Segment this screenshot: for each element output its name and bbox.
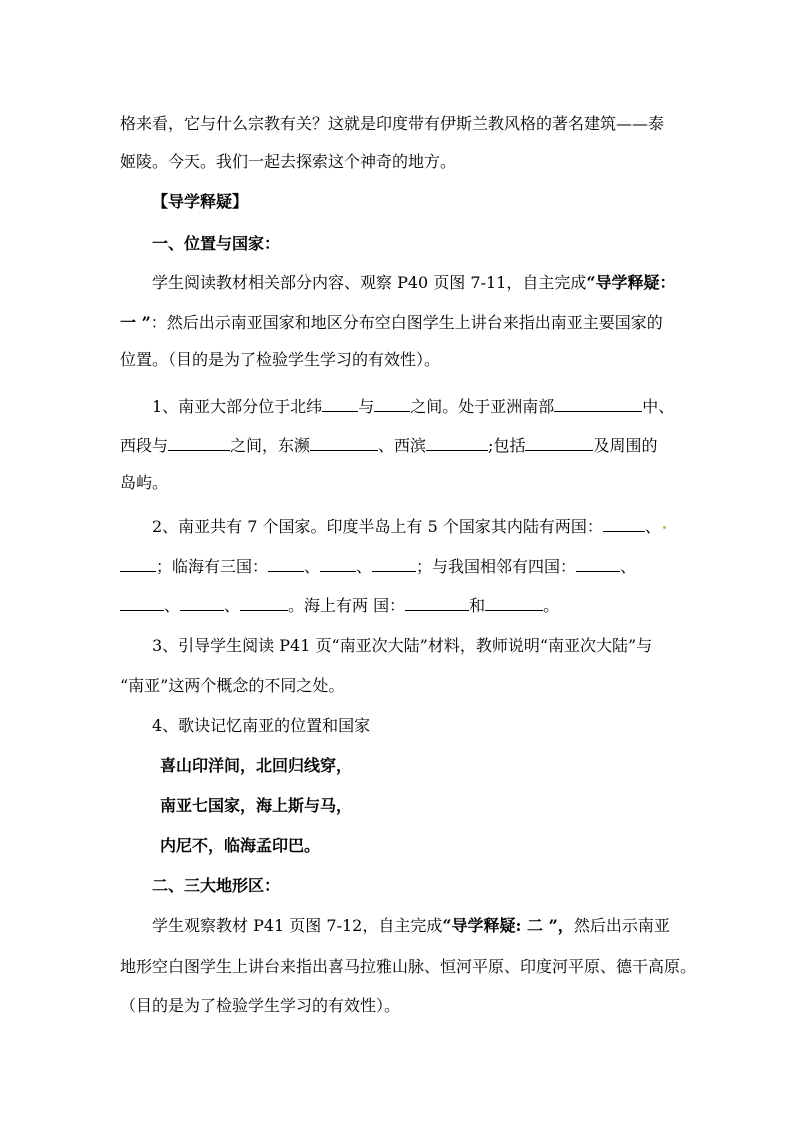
bold-text: “导学释疑: 二 ”， (442, 916, 574, 935)
blank (485, 594, 543, 611)
blank (603, 515, 645, 532)
text: 、 (356, 557, 373, 576)
question-4-line (152, 716, 712, 736)
heading-text: 二、三大地形区： (152, 876, 281, 895)
text: 位置。（目的是为了检验学生学习的有效性）。 (120, 350, 441, 369)
blank (240, 594, 288, 611)
blank (320, 555, 356, 572)
text: 中、 (642, 397, 675, 416)
text: 4、歌诀记忆南亚的位置和国家 (152, 716, 371, 735)
text: “南亚”这两个概念的不同之处。 (120, 676, 345, 695)
blank (120, 594, 164, 611)
text: 2、南亚共有 7 个国家。印度半岛上有 5 个国家其内陆有两国： (152, 517, 603, 536)
paragraph-line (152, 916, 712, 936)
text: ；临海有三国： (156, 557, 269, 576)
question-1-line (152, 395, 712, 417)
paragraph-line (120, 996, 680, 1016)
blank (180, 594, 224, 611)
blank (576, 555, 620, 572)
heading-text: 一、位置与国家： (152, 234, 281, 253)
text: ：然后出示南亚国家和地区分布空白图学生上讲台来指出南亚主要国家的 (150, 313, 663, 332)
text: 、 (304, 557, 321, 576)
text: 及周围的 (593, 436, 658, 455)
text: 3、引导学生阅读 P41 页“南亚次大陆”材料，教师说明“南亚次大陆”与 (152, 636, 653, 655)
question-1-line (120, 473, 680, 493)
text: ;包括 (488, 436, 526, 455)
text: 、西滨 (378, 436, 427, 455)
text: 、 (620, 557, 637, 576)
blank (120, 555, 156, 572)
paragraph-line (120, 313, 680, 333)
text: 。 (543, 596, 560, 615)
blank (405, 594, 469, 611)
paragraph-line (152, 273, 712, 293)
text: 和 (469, 596, 486, 615)
text: 岛屿。 (120, 473, 169, 492)
text: 姬陵。今天。我们一起去探索这个神奇的地方。 (120, 152, 457, 171)
bold-text: 一 ” (120, 313, 151, 332)
blank (322, 395, 358, 412)
paragraph-line (120, 114, 680, 134)
blank (554, 395, 642, 412)
blank (372, 555, 416, 572)
blank (268, 555, 304, 572)
text: ；与我国相邻有四国： (416, 557, 577, 576)
question-2-line (120, 555, 680, 577)
text: 。海上有两 国： (288, 596, 406, 615)
section-heading-one (152, 234, 712, 254)
text: 然后出示南亚 (573, 916, 670, 935)
text: 、 (164, 596, 181, 615)
poem-line (160, 796, 720, 816)
text: 西段与 (120, 436, 169, 455)
heading-text: 【导学释疑】 (152, 192, 249, 211)
blank (374, 395, 410, 412)
poem-text: 南亚七国家，海上斯与马， (160, 796, 353, 815)
stray-mark (663, 526, 666, 529)
text: （目的是为了检验学生学习的有效性）。 (120, 996, 401, 1015)
blank (426, 434, 488, 451)
poem-line (160, 836, 720, 856)
text: 之间。处于亚洲南部 (410, 397, 555, 416)
text: 与 (358, 397, 375, 416)
text: 、 (644, 517, 661, 536)
blank (168, 434, 230, 451)
section-heading-guide (152, 192, 712, 212)
text: 、 (224, 596, 241, 615)
paragraph-line (120, 152, 680, 172)
text: 之间，东濒 (230, 436, 311, 455)
paragraph-line (120, 350, 680, 370)
poem-text: 内尼不，临海孟印巴。 (160, 836, 321, 855)
text: 学生阅读教材相关部分内容、观察 P40 页图 7-11，自主完成 (152, 273, 587, 292)
text: 格来看，它与什么宗教有关？这就是印度带有伊斯兰教风格的著名建筑——泰 (120, 114, 665, 133)
text: 1、南亚大部分位于北纬 (152, 397, 323, 416)
paragraph-line (120, 957, 697, 977)
blank (310, 434, 378, 451)
question-1-line (120, 434, 680, 456)
text: 学生观察教材 P41 页图 7-12，自主完成 (152, 916, 443, 935)
question-3-line (152, 636, 712, 656)
question-3-line (120, 676, 680, 696)
poem-line (160, 756, 720, 776)
section-heading-two (152, 876, 712, 896)
question-2-line (152, 515, 712, 537)
text: 地形空白图学生上讲台来指出喜马拉雅山脉、恒河平原、印度河平原、德干高原。 (120, 957, 697, 976)
poem-text: 喜山印洋间，北回归线穿， (160, 756, 353, 775)
blank (525, 434, 593, 451)
question-2-line (120, 594, 680, 616)
bold-text: “导学释疑： (586, 273, 676, 292)
